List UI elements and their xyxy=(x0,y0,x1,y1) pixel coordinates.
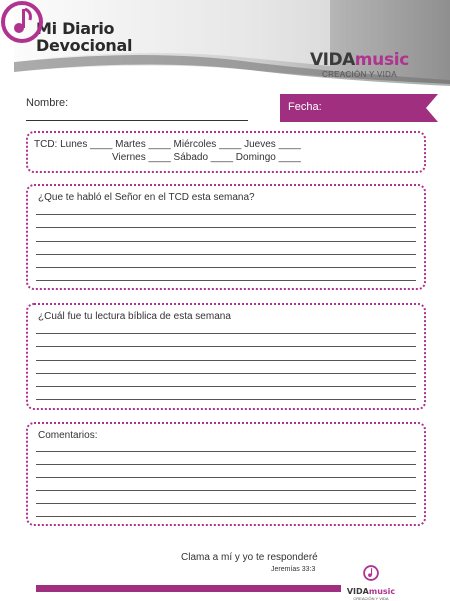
footer-music-note-icon xyxy=(363,565,379,581)
answer-line[interactable] xyxy=(36,373,416,374)
answer-line[interactable] xyxy=(36,464,416,465)
logo-vida-text: VIDA xyxy=(310,50,355,70)
answer-line[interactable] xyxy=(36,490,416,491)
question-2: ¿Cuál fue tu lectura bíblica de esta semana xyxy=(38,311,231,322)
question-1: ¿Que te habló el Señor en el TCD esta semana? xyxy=(38,192,255,203)
brand-logo xyxy=(310,50,440,70)
footer-quote: Clama a mí y yo te responderé xyxy=(181,552,318,563)
fecha-label[interactable]: Fecha: xyxy=(288,101,322,113)
answer-line[interactable] xyxy=(36,503,416,504)
footer-bar xyxy=(36,585,341,592)
footer-logo-music: music xyxy=(368,587,396,596)
answer-line[interactable] xyxy=(36,386,416,387)
answer-line[interactable] xyxy=(36,451,416,452)
section-reading-question xyxy=(26,303,426,410)
answer-line[interactable] xyxy=(36,254,416,255)
footer-logo-subtitle: CREACIÓN Y VIDA xyxy=(353,596,389,601)
answer-line[interactable] xyxy=(36,399,416,400)
answer-line[interactable] xyxy=(36,214,416,215)
logo-subtitle: CREACIÓN Y VIDA xyxy=(322,70,397,79)
footer-logo xyxy=(346,565,396,601)
title-line-2: Devocional xyxy=(36,36,133,55)
footer-reference: Jeremías 33:3 xyxy=(271,566,316,573)
answer-line[interactable] xyxy=(36,267,416,268)
title-line-1: Mi Diario xyxy=(36,19,115,38)
footer-logo-vida: VIDA xyxy=(346,587,369,596)
tcd-line-1: TCD: Lunes ____ Martes ____ Miércoles ____ Jueves ____ xyxy=(34,139,301,150)
logo-music-text: music xyxy=(354,50,410,70)
answer-line[interactable] xyxy=(36,346,416,347)
page-title xyxy=(36,20,132,54)
answer-line[interactable] xyxy=(36,360,416,361)
nombre-label: Nombre: xyxy=(26,97,69,109)
tcd-line-2: Viernes ____ Sábado ____ Domingo ____ xyxy=(112,152,301,163)
answer-line[interactable] xyxy=(36,516,416,517)
question-3: Comentarios: xyxy=(38,430,98,441)
section-comments xyxy=(26,422,426,526)
answer-line[interactable] xyxy=(36,477,416,478)
section-tcd-question xyxy=(26,184,426,290)
header xyxy=(0,0,450,92)
answer-line[interactable] xyxy=(36,333,416,334)
nombre-line[interactable] xyxy=(26,120,248,121)
music-note-icon xyxy=(0,0,44,44)
tcd-section xyxy=(26,131,426,173)
answer-line[interactable] xyxy=(36,241,416,242)
answer-line[interactable] xyxy=(36,280,416,281)
answer-line[interactable] xyxy=(36,227,416,228)
